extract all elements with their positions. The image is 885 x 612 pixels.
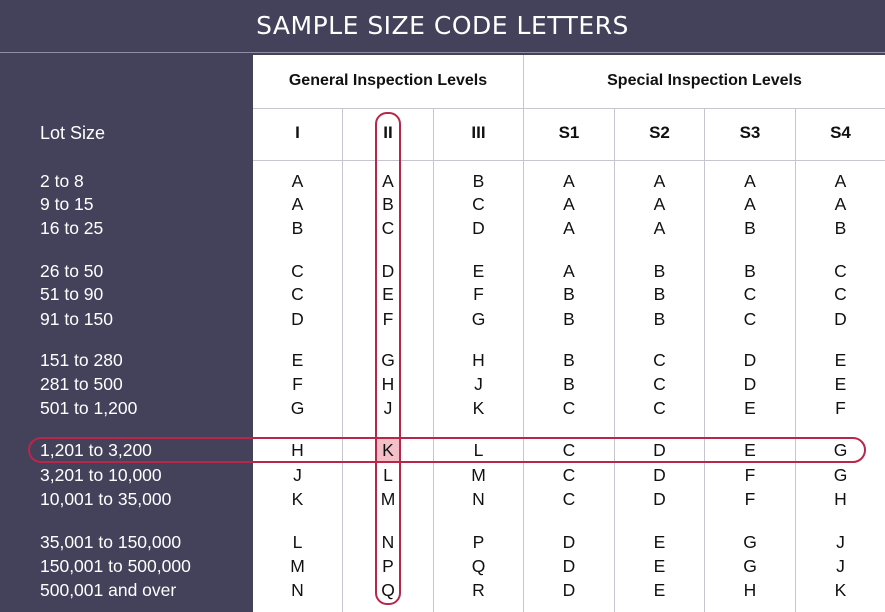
code-letter-cell: L xyxy=(473,439,484,460)
column-header-s2: S2 xyxy=(649,123,670,142)
lot-size-label: 10,001 to 35,000 xyxy=(40,488,172,509)
code-letter-cell: M xyxy=(471,464,486,485)
lot-size-label: 35,001 to 150,000 xyxy=(40,531,182,552)
code-letter-cell: A xyxy=(382,170,394,191)
code-letter-cell: D xyxy=(562,555,576,576)
column-header-s4: S4 xyxy=(830,123,851,142)
code-letter-cell: C xyxy=(562,488,576,509)
code-letter-cell: C xyxy=(653,349,666,370)
code-letter-cell: J xyxy=(836,555,845,576)
code-letter-cell: D xyxy=(743,349,757,370)
code-letter-cell: A xyxy=(744,170,756,191)
lot-size-label: 150,001 to 500,000 xyxy=(40,555,191,576)
code-letter-cell: J xyxy=(474,373,483,394)
code-letter-cell: B xyxy=(563,349,575,370)
code-letter-cell: B xyxy=(382,193,394,214)
code-letter-cell: E xyxy=(653,531,666,552)
code-letter-cell: N xyxy=(291,579,304,600)
code-letter-cell: F xyxy=(292,373,303,394)
lot-size-label: 3,201 to 10,000 xyxy=(40,464,162,485)
code-letter-cell: B xyxy=(653,283,666,304)
code-letter-cell: H xyxy=(834,488,847,509)
code-letter-cell: C xyxy=(834,260,847,281)
code-letter-cell: G xyxy=(833,464,848,485)
code-letter-cell: C xyxy=(381,217,395,238)
code-letter-cell: B xyxy=(653,260,666,281)
lot-size-label: 16 to 25 xyxy=(40,217,104,238)
code-letter-cell: N xyxy=(381,531,395,552)
column-header-i: I xyxy=(295,123,300,142)
code-letter-cell: K xyxy=(834,579,847,600)
code-letter-cell: J xyxy=(836,531,845,552)
code-letter-cell: G xyxy=(381,349,395,370)
code-letter-cell: A xyxy=(653,193,666,214)
code-letter-cell: D xyxy=(562,531,576,552)
code-letter-cell: B xyxy=(744,217,756,238)
header-divider xyxy=(253,108,885,109)
column-header-s3: S3 xyxy=(739,123,761,142)
lot-size-label: 51 to 90 xyxy=(40,283,104,304)
code-letter-cell: R xyxy=(472,579,485,600)
code-letter-cell: B xyxy=(834,217,847,238)
code-letter-cell: F xyxy=(744,488,756,509)
code-letter-cell: L xyxy=(292,531,303,552)
code-letter-cell: E xyxy=(744,397,756,418)
code-letter-cell: F xyxy=(744,464,756,485)
lot-size-label: 501 to 1,200 xyxy=(40,397,138,418)
code-letter-cell: C xyxy=(743,283,757,304)
code-letter-cell: E xyxy=(834,373,847,394)
code-letter-cell: B xyxy=(563,308,575,329)
column-header-divider xyxy=(253,160,885,161)
code-letter-cell: A xyxy=(653,170,666,191)
code-letter-cell: Q xyxy=(381,579,395,600)
code-letter-cell: F xyxy=(835,397,846,418)
page-title: SAMPLE SIZE CODE LETTERS xyxy=(256,10,629,40)
lot-size-label: 281 to 500 xyxy=(40,373,123,394)
code-letter-cell: C xyxy=(291,283,304,304)
code-letter-cell: E xyxy=(291,349,304,370)
code-letter-cell: Q xyxy=(471,555,486,576)
code-letter-cell: D xyxy=(472,217,485,238)
code-letter-cell: D xyxy=(653,488,666,509)
code-letter-cell: A xyxy=(834,193,847,214)
code-letter-cell: E xyxy=(744,439,756,460)
code-letter-cell: A xyxy=(834,170,847,191)
title-divider xyxy=(0,52,885,53)
code-letter-cell: D xyxy=(834,308,847,329)
code-letter-cell: J xyxy=(293,464,302,485)
code-letter-cell: E xyxy=(472,260,485,281)
code-letter-cell: D xyxy=(743,373,757,394)
code-letter-cell: H xyxy=(291,439,304,460)
code-letter-cell: C xyxy=(291,260,304,281)
code-letter-cell: M xyxy=(380,488,396,509)
lot-size-label: 500,001 and over xyxy=(40,579,177,600)
code-letter-cell: G xyxy=(833,439,848,460)
code-letter-cell: N xyxy=(472,488,485,509)
code-letter-cell: B xyxy=(653,308,666,329)
lot-size-label: 1,201 to 3,200 xyxy=(40,439,152,460)
code-letter-cell: M xyxy=(290,555,305,576)
code-letter-cell: J xyxy=(383,397,393,418)
code-letter-cell: D xyxy=(653,439,666,460)
code-letter-cell: K xyxy=(382,439,394,460)
lot-size-label: 91 to 150 xyxy=(40,308,113,329)
code-letter-cell: E xyxy=(653,579,666,600)
code-letter-cell: H xyxy=(472,349,485,370)
code-letter-cell: A xyxy=(653,217,666,238)
code-letter-cell: G xyxy=(743,555,757,576)
code-letter-cell: C xyxy=(834,283,847,304)
general-levels-header: General Inspection Levels xyxy=(288,72,488,89)
code-letter-cell: E xyxy=(834,349,847,370)
code-letter-cell: C xyxy=(472,193,485,214)
highlight-column-outline xyxy=(375,112,401,605)
code-letter-cell: C xyxy=(562,439,576,460)
code-letter-cell: H xyxy=(743,579,757,600)
code-letter-cell: A xyxy=(291,193,304,214)
code-letter-cell: D xyxy=(653,464,666,485)
lot-size-header: Lot Size xyxy=(40,122,106,143)
code-letter-cell: C xyxy=(653,373,666,394)
code-letter-cell: F xyxy=(382,308,394,329)
code-letter-cell: D xyxy=(562,579,576,600)
code-letter-cell: D xyxy=(291,308,304,329)
code-letter-cell: C xyxy=(653,397,666,418)
highlight-row-outline xyxy=(28,437,866,463)
column-header-iii: III xyxy=(471,123,486,142)
code-letter-cell: B xyxy=(744,260,756,281)
lot-size-label: 2 to 8 xyxy=(40,170,84,191)
code-letter-cell: A xyxy=(563,260,575,281)
code-letter-cell: B xyxy=(563,373,575,394)
column-header-ii: II xyxy=(383,123,393,142)
code-letter-cell: L xyxy=(383,464,393,485)
code-letter-cell: C xyxy=(562,464,576,485)
code-letter-cell: P xyxy=(382,555,394,576)
lot-size-label: 9 to 15 xyxy=(40,193,94,214)
code-letter-cell: K xyxy=(291,488,304,509)
code-letter-cell: E xyxy=(653,555,666,576)
column-header-s1: S1 xyxy=(558,123,580,142)
code-letter-cell: D xyxy=(381,260,395,281)
special-levels-header: Special Inspection Levels xyxy=(607,72,802,89)
code-letter-cell: B xyxy=(472,170,485,191)
code-letter-cell: C xyxy=(743,308,757,329)
code-letter-cell: G xyxy=(471,308,486,329)
code-letter-cell: B xyxy=(291,217,304,238)
code-letter-cell: E xyxy=(382,283,394,304)
code-letter-cell: P xyxy=(472,531,485,552)
code-letter-cell: B xyxy=(563,283,575,304)
code-letter-cell: H xyxy=(381,373,395,394)
code-letter-cell: A xyxy=(291,170,304,191)
code-letter-cell: G xyxy=(290,397,305,418)
code-letter-cell: K xyxy=(472,397,485,418)
code-letter-cell: A xyxy=(563,170,575,191)
code-letter-cell: A xyxy=(744,193,756,214)
code-letter-cell: A xyxy=(563,217,575,238)
code-letter-cell: A xyxy=(563,193,575,214)
code-letter-cell: C xyxy=(562,397,576,418)
code-letter-cell: F xyxy=(473,283,484,304)
lot-size-label: 151 to 280 xyxy=(40,349,123,370)
lot-size-label: 26 to 50 xyxy=(40,260,104,281)
code-letter-cell: G xyxy=(743,531,757,552)
